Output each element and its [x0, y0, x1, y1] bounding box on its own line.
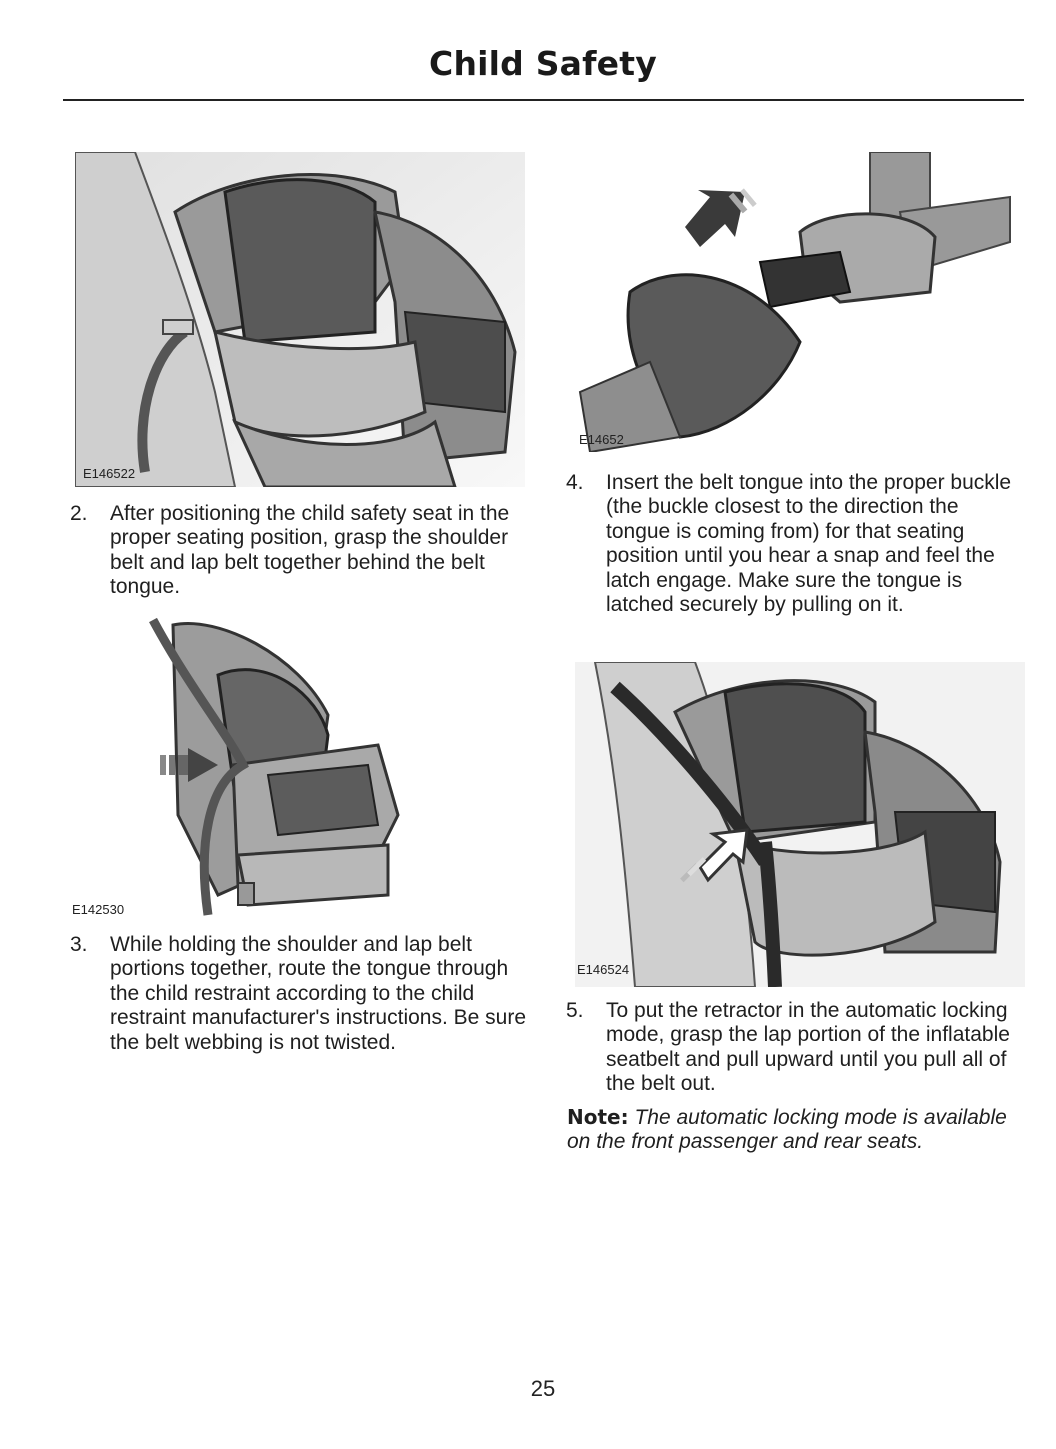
- figure-id: E146522: [83, 466, 136, 481]
- child-seat-illustration: [75, 152, 525, 487]
- step-text: After positioning the child safety seat in the proper seating position, grasp the shoulder belt and lap belt together behind the belt tongue.: [110, 502, 510, 599]
- header-rule: [63, 99, 1024, 101]
- note-label: Note:: [567, 1105, 629, 1129]
- note-text: The automatic locking mode is available on the front passenger and rear seats.: [567, 1106, 1007, 1154]
- page-number: 25: [530, 1376, 556, 1401]
- lap-belt-illustration: [575, 662, 1025, 987]
- step-number: 5.: [566, 999, 584, 1022]
- seat-side-illustration: [68, 615, 408, 920]
- figure-seat-side-view: [68, 615, 408, 920]
- step-text: While holding the shoulder and lap belt portions together, route the tongue through the child restraint according to the child restraint manufacturer's instructions. Be sure the belt webbing is not twisted.: [110, 933, 527, 1054]
- step-text: Insert the belt tongue into the proper buckle (the buckle closest to the direction the tongue is coming from) for that seating position until you hear a snap and feel the latch engage. Make sure the tongue is latched securely by pulling on it.: [606, 471, 1012, 617]
- step-number: 4.: [566, 471, 584, 494]
- figure-id: E14652: [579, 432, 624, 447]
- page-title: Child Safety: [429, 44, 657, 83]
- buckle-illustration: [570, 152, 1020, 452]
- figure-id: E142530: [72, 902, 125, 917]
- figure-buckle-tongue: [570, 152, 1020, 452]
- step-number: 3.: [70, 933, 88, 956]
- step-text: To put the retractor in the automatic locking mode, grasp the lap portion of the inflatable seatbelt and pull upward until you pull all of the belt out.: [606, 999, 1010, 1096]
- figure-id: E146524: [577, 962, 630, 977]
- figure-lap-belt-pull: [575, 662, 1025, 987]
- figure-child-seat-belt: [75, 152, 525, 487]
- note: [567, 1105, 1017, 1155]
- step-number: 2.: [70, 502, 88, 525]
